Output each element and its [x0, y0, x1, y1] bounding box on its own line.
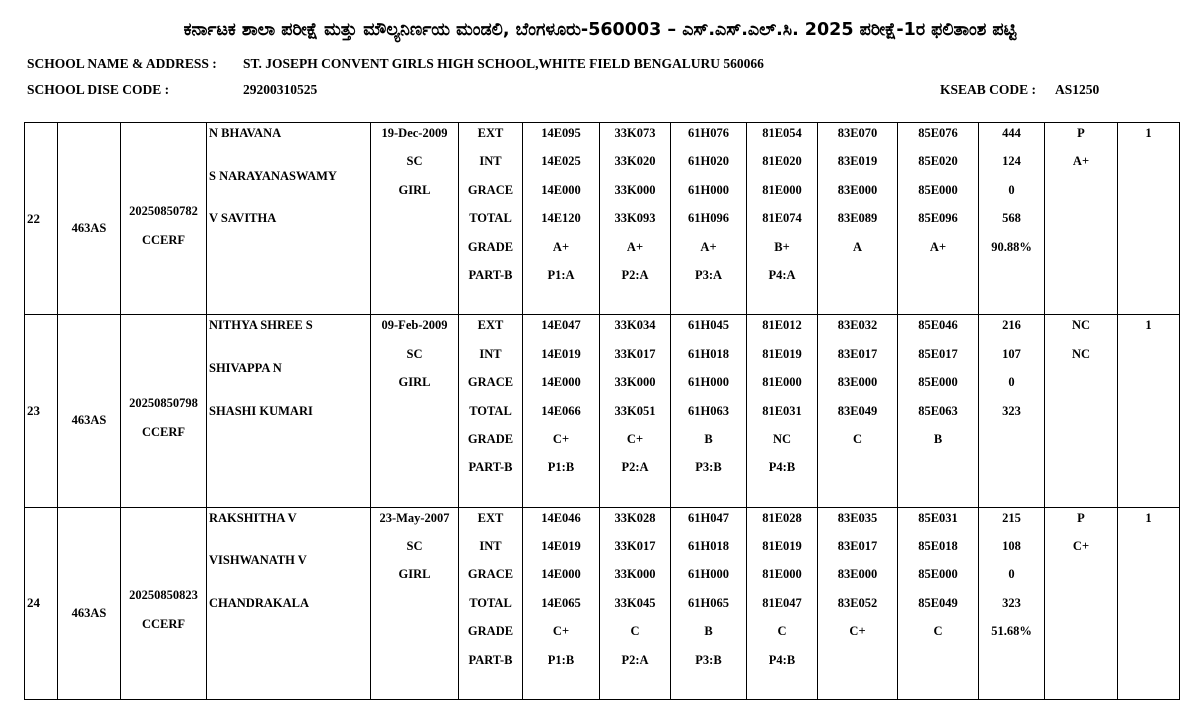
- subject-value: P3:B: [695, 652, 722, 667]
- gender: GIRL: [398, 375, 431, 390]
- total-value: 90.88%: [991, 239, 1032, 254]
- subject-value: [818, 650, 897, 678]
- subject-value: [818, 265, 897, 293]
- subject-value: 14E047: [541, 318, 581, 333]
- subject-value: 61H018: [688, 346, 729, 361]
- subject-cell: [747, 123, 818, 315]
- overall-grade: NC: [1071, 346, 1091, 361]
- subject-value: 83E000: [837, 182, 878, 197]
- marks-row-label: TOTAL: [469, 595, 512, 610]
- mother-name: CHANDRAKALA: [209, 595, 309, 610]
- names-cell: [207, 123, 371, 315]
- kseab-code-label: KSEAB CODE :: [940, 82, 1037, 97]
- subject-value: 83E052: [837, 595, 878, 610]
- center-code: 463AS: [71, 221, 107, 236]
- result-cell: [1045, 507, 1118, 699]
- subject-value: P2:A: [621, 652, 649, 667]
- subject-value: 33K028: [614, 510, 656, 525]
- register-number-cell: [121, 507, 207, 699]
- subject-value: 81E054: [762, 126, 802, 140]
- total-value: 444: [1002, 126, 1021, 140]
- subject-value: C: [777, 624, 787, 639]
- subject-value: 14E000: [541, 182, 581, 197]
- subject-cell: [747, 507, 818, 699]
- total-value: 216: [1002, 318, 1021, 333]
- subject-value: 33K000: [614, 182, 656, 197]
- subject-value: [898, 457, 978, 485]
- center-code-cell: [58, 315, 121, 507]
- subject-value: 33K000: [614, 375, 656, 390]
- subject-value: 83E035: [837, 510, 878, 525]
- total-value: 107: [1002, 346, 1021, 361]
- result-cell: [1045, 123, 1118, 315]
- subject-value: 14E095: [541, 126, 581, 140]
- category: SC: [406, 539, 423, 554]
- subject-value: B: [933, 431, 943, 446]
- subject-value: P4:B: [768, 652, 796, 667]
- subject-value: 83E032: [837, 318, 878, 333]
- subject-value: 61H020: [688, 154, 729, 169]
- overall-grade: A+: [1072, 154, 1090, 169]
- subject-cell: [818, 507, 898, 699]
- info-cell: [371, 123, 459, 315]
- subject-value: 85E046: [918, 318, 958, 333]
- subject-value: 83E070: [837, 126, 878, 140]
- subject-value: 33K017: [614, 539, 656, 554]
- candidate-type: CCERF: [141, 424, 186, 439]
- marks-row-label: EXT: [477, 318, 504, 333]
- subject-value: 85E031: [918, 510, 958, 525]
- subject-value: 14E066: [541, 403, 581, 418]
- subject-cell: [600, 123, 671, 315]
- subject-value: A+: [552, 239, 570, 254]
- marks-row-label: EXT: [477, 126, 504, 140]
- marks-row-label: PART-B: [468, 460, 513, 475]
- subject-value: 61H000: [688, 567, 729, 582]
- school-name-value: ST. JOSEPH CONVENT GIRLS HIGH SCHOOL,WHITE FIELD BENGALURU 560066: [243, 56, 764, 71]
- category: SC: [406, 154, 423, 169]
- subject-value: 83E000: [837, 375, 878, 390]
- marks-row-label: EXT: [477, 510, 504, 525]
- table-row: [25, 123, 1180, 315]
- subject-value: 83E000: [837, 567, 878, 582]
- subject-value: B+: [774, 239, 790, 254]
- marks-labels-cell: [459, 123, 523, 315]
- center-code: 463AS: [71, 413, 107, 428]
- total-value: 51.68%: [991, 624, 1032, 639]
- subject-value: 14E065: [541, 595, 581, 610]
- subject-cell: [523, 123, 600, 315]
- register-number: 20250850782: [129, 203, 198, 218]
- subject-value: [818, 457, 897, 485]
- subject-value: 33K000: [614, 567, 656, 582]
- subject-value: 14E120: [541, 211, 581, 226]
- total-value: 108: [1002, 539, 1021, 554]
- subject-cell: [898, 315, 979, 507]
- subject-value: 14E046: [541, 510, 581, 525]
- subject-value: A+: [626, 239, 644, 254]
- marks-row-label: GRACE: [467, 567, 514, 582]
- names-cell: [207, 507, 371, 699]
- subject-value: 61H096: [688, 211, 729, 226]
- gender: GIRL: [398, 182, 431, 197]
- subject-value: 81E012: [762, 318, 802, 333]
- subject-value: [898, 265, 978, 293]
- totals-cell: [979, 507, 1045, 699]
- total-value: [979, 429, 1044, 457]
- marks-row-label: INT: [479, 539, 502, 554]
- father-name: VISHWANATH V: [209, 553, 307, 568]
- marks-row-label: TOTAL: [469, 211, 512, 226]
- table-row: [25, 507, 1180, 699]
- subject-cell: [747, 315, 818, 507]
- subject-value: 61H065: [688, 595, 729, 610]
- marks-row-label: PART-B: [468, 267, 513, 282]
- subject-value: 61H000: [688, 375, 729, 390]
- subject-cell: [671, 507, 747, 699]
- subject-value: C: [852, 431, 863, 446]
- attempt-number: 1: [1145, 510, 1152, 525]
- candidate-type: CCERF: [141, 617, 186, 632]
- subject-value: 81E074: [762, 211, 802, 226]
- school-name-label: SCHOOL NAME & ADDRESS :: [27, 56, 217, 71]
- date-of-birth: 19-Dec-2009: [381, 126, 448, 140]
- mother-name: V SAVITHA: [209, 211, 277, 226]
- subject-cell: [818, 315, 898, 507]
- subject-value: 85E020: [918, 154, 958, 169]
- register-number-cell: [121, 123, 207, 315]
- subject-value: 14E000: [541, 567, 581, 582]
- subject-value: P1:B: [547, 460, 575, 475]
- marks-row-label: GRACE: [467, 375, 514, 390]
- subject-value: 83E089: [837, 211, 878, 226]
- subject-cell: [671, 123, 747, 315]
- marks-row-label: GRADE: [467, 239, 514, 254]
- candidate-type: CCERF: [141, 232, 186, 247]
- subject-value: P3:B: [695, 460, 722, 475]
- subject-value: C+: [552, 431, 570, 446]
- register-number: 20250850798: [129, 395, 198, 410]
- attempt-number: 1: [1145, 318, 1152, 333]
- total-value: 0: [1008, 375, 1015, 390]
- subject-value: NC: [772, 431, 792, 446]
- totals-cell: [979, 315, 1045, 507]
- attempt-cell: [1118, 507, 1180, 699]
- subject-value: P4:B: [768, 460, 796, 475]
- subject-value: 81E047: [762, 595, 802, 610]
- marks-row-label: GRADE: [467, 431, 514, 446]
- total-value: 568: [1002, 211, 1021, 226]
- subject-value: C: [933, 624, 943, 639]
- subject-value: C+: [626, 431, 644, 446]
- subject-value: 33K017: [614, 346, 656, 361]
- serial-number: 23: [25, 315, 58, 507]
- date-of-birth: 23-May-2007: [379, 510, 450, 525]
- subject-value: 85E076: [918, 126, 958, 140]
- subject-value: 83E019: [837, 154, 878, 169]
- total-value: 0: [1008, 567, 1015, 582]
- serial-number: 24: [25, 507, 58, 699]
- subject-cell: [523, 315, 600, 507]
- subject-value: P3:A: [694, 267, 723, 282]
- subject-value: 85E000: [918, 375, 958, 390]
- student-name: RAKSHITHA V: [209, 510, 297, 525]
- mother-name: SHASHI KUMARI: [209, 403, 313, 418]
- subject-value: 33K051: [614, 403, 656, 418]
- subject-cell: [818, 123, 898, 315]
- marks-row-label: INT: [479, 346, 502, 361]
- subject-cell: [671, 315, 747, 507]
- result-status: NC: [1071, 318, 1091, 333]
- subject-value: 61H047: [688, 510, 729, 525]
- subject-value: 85E000: [918, 567, 958, 582]
- subject-value: 83E049: [837, 403, 878, 418]
- serial-number: 22: [25, 123, 58, 315]
- subject-value: P2:A: [621, 460, 649, 475]
- center-code-cell: [58, 507, 121, 699]
- subject-value: P1:B: [547, 652, 575, 667]
- subject-value: 61H063: [688, 403, 729, 418]
- subject-value: P2:A: [621, 267, 649, 282]
- subject-cell: [600, 507, 671, 699]
- subject-value: P4:A: [768, 267, 796, 282]
- register-number-cell: [121, 315, 207, 507]
- marks-row-label: TOTAL: [469, 403, 512, 418]
- marks-labels-cell: [459, 315, 523, 507]
- table-row: [25, 315, 1180, 507]
- subject-value: 81E031: [762, 403, 802, 418]
- father-name: S NARAYANASWAMY: [209, 168, 337, 183]
- subject-value: A+: [700, 239, 717, 254]
- subject-value: [898, 650, 978, 678]
- subject-value: B: [704, 624, 713, 639]
- marks-row-label: GRACE: [467, 182, 514, 197]
- results-table: [24, 122, 1180, 700]
- subject-value: 33K073: [614, 126, 656, 140]
- subject-value: 14E019: [541, 539, 581, 554]
- subject-value: 81E000: [762, 182, 802, 197]
- subject-value: 61H018: [688, 539, 729, 554]
- subject-value: 61H045: [688, 318, 729, 333]
- attempt-cell: [1118, 123, 1180, 315]
- subject-value: 33K045: [614, 595, 656, 610]
- subject-value: 85E096: [918, 211, 958, 226]
- subject-value: 81E019: [762, 539, 802, 554]
- info-cell: [371, 507, 459, 699]
- result-status: P: [1077, 510, 1085, 525]
- total-value: 124: [1002, 154, 1021, 169]
- kseab-code-value: AS1250: [1055, 82, 1100, 97]
- page-title: ಕರ್ನಾಟಕ ಶಾಲಾ ಪರೀಕ್ಷೆ ಮತ್ತು ಮೌಲ್ಯನಿರ್ಣಯ ಮಂಡಲಿ, ಬೆಂಗಳೂರು-560003 – ಎಸ್.ಎಸ್.ಎಲ್.ಸಿ. 2025 ಪರೀಕ್ಷೆ-1ರ ಫಲಿತಾಂಶ ಪಟ್ಟಿ: [183, 20, 1017, 40]
- attempt-number: 1: [1145, 126, 1152, 140]
- total-value: 323: [1002, 595, 1021, 610]
- result-status: P: [1077, 126, 1085, 140]
- subject-value: C+: [849, 624, 866, 639]
- subject-cell: [898, 123, 979, 315]
- marks-row-label: GRADE: [467, 624, 514, 639]
- totals-cell: [979, 123, 1045, 315]
- subject-value: 81E019: [762, 346, 802, 361]
- gender: GIRL: [398, 567, 431, 582]
- center-code-cell: [58, 123, 121, 315]
- subject-value: A: [852, 239, 863, 254]
- result-cell: [1045, 315, 1118, 507]
- subject-value: 81E000: [762, 567, 802, 582]
- total-value: 215: [1002, 510, 1021, 525]
- subject-value: 83E017: [837, 539, 878, 554]
- subject-value: A+: [929, 239, 947, 254]
- student-name: N BHAVANA: [209, 126, 282, 140]
- subject-value: C+: [552, 624, 570, 639]
- student-name: NITHYA SHREE S: [209, 318, 313, 333]
- register-number: 20250850823: [129, 588, 198, 603]
- subject-value: P1:A: [547, 267, 575, 282]
- subject-value: 81E000: [762, 375, 802, 390]
- subject-value: 33K093: [614, 211, 656, 226]
- subject-value: 85E018: [918, 539, 958, 554]
- subject-value: C: [630, 624, 640, 639]
- subject-cell: [600, 315, 671, 507]
- date-of-birth: 09-Feb-2009: [381, 318, 448, 333]
- category: SC: [406, 346, 423, 361]
- subject-value: 61H000: [688, 182, 729, 197]
- marks-labels-cell: [459, 507, 523, 699]
- father-name: SHIVAPPA N: [209, 360, 282, 375]
- subject-value: 85E017: [918, 346, 958, 361]
- total-value: 0: [1008, 182, 1015, 197]
- marks-row-label: PART-B: [468, 652, 513, 667]
- marks-row-label: INT: [479, 154, 502, 169]
- overall-grade: C+: [1072, 539, 1090, 554]
- subject-value: 81E020: [762, 154, 802, 169]
- subject-value: 61H076: [688, 126, 729, 140]
- subject-value: 81E028: [762, 510, 802, 525]
- center-code: 463AS: [71, 605, 107, 620]
- subject-value: 14E025: [541, 154, 581, 169]
- subject-value: B: [704, 431, 713, 446]
- names-cell: [207, 315, 371, 507]
- subject-value: 14E019: [541, 346, 581, 361]
- subject-cell: [523, 507, 600, 699]
- subject-value: 33K020: [614, 154, 656, 169]
- subject-cell: [898, 507, 979, 699]
- info-cell: [371, 315, 459, 507]
- dise-code-label: SCHOOL DISE CODE :: [27, 82, 170, 97]
- subject-value: 85E000: [918, 182, 958, 197]
- total-value: 323: [1002, 403, 1021, 418]
- subject-value: 85E063: [918, 403, 958, 418]
- dise-code-value: 29200310525: [243, 82, 318, 97]
- subject-value: 83E017: [837, 346, 878, 361]
- subject-value: 33K034: [614, 318, 656, 333]
- subject-value: 14E000: [541, 375, 581, 390]
- attempt-cell: [1118, 315, 1180, 507]
- subject-value: 85E049: [918, 595, 958, 610]
